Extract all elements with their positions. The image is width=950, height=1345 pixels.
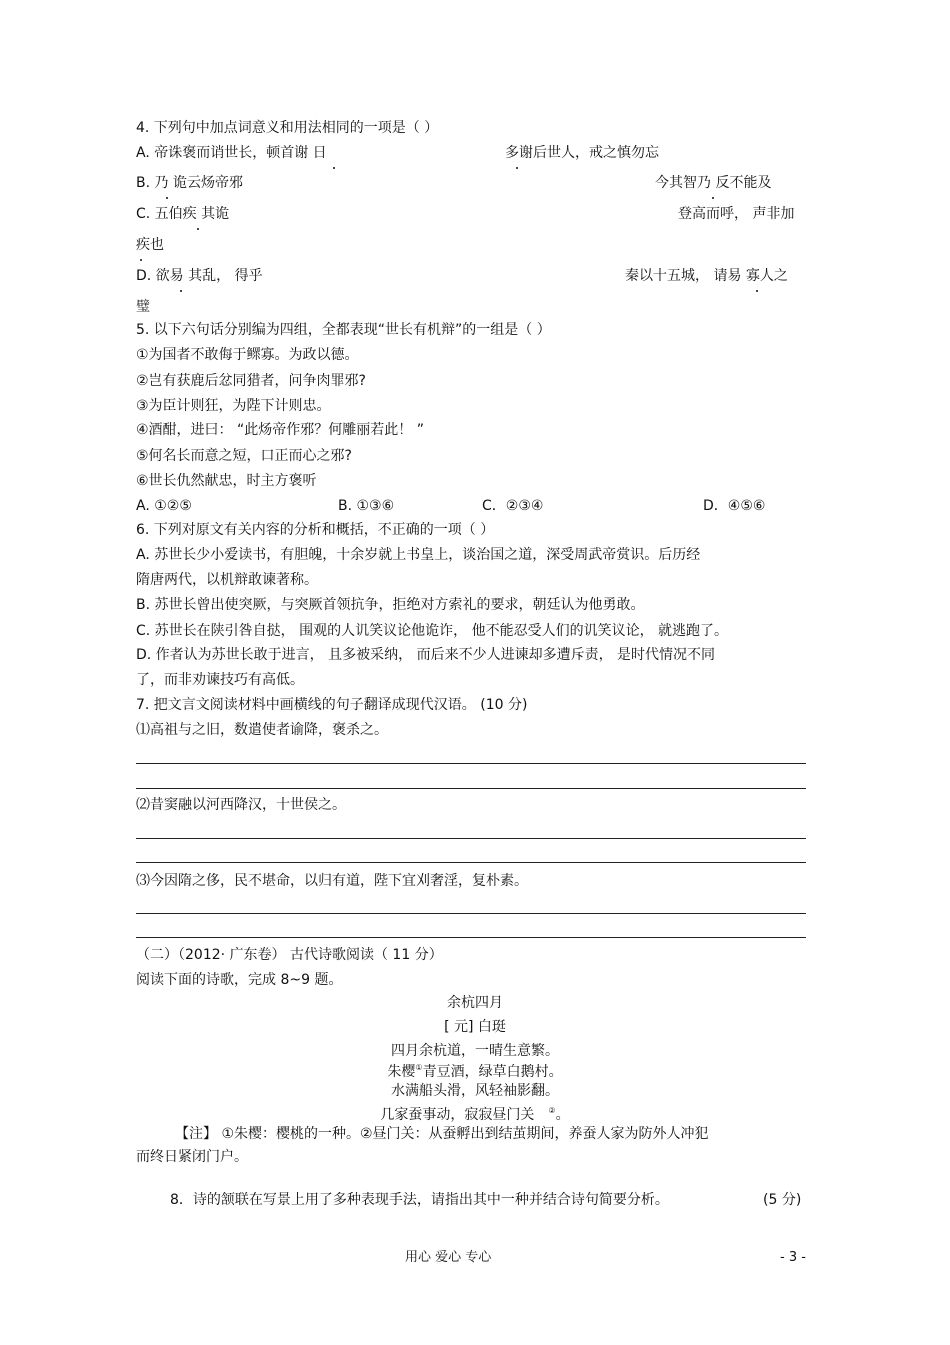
q4-option-d-left: D. 欲易 其乱， 得乎	[136, 268, 263, 284]
q5-option-a: A. ①②⑤	[136, 498, 192, 514]
q4-option-c-left: C. 五伯疾 其诡	[136, 206, 230, 222]
q6-option-a-line2: 隋唐两代，以机辩敢谏著称。	[136, 572, 318, 588]
q7-sentence-1: ⑴高祖与之旧，数遣使者谕降，褒杀之。	[136, 722, 388, 738]
q6-stem: 6. 下列对原文有关内容的分析和概括，不正确的一项（ ）	[136, 522, 495, 538]
q5-item: ⑥世长仇然献忠，时主方褒听	[136, 473, 317, 489]
q5-option-c: C．②③④	[482, 498, 544, 514]
answer-line[interactable]	[136, 788, 806, 789]
q5-option-d: D．④⑤⑥	[703, 498, 766, 514]
poem-line-3: 水满船头滑，风轻袖影翻。	[391, 1083, 559, 1099]
q4-option-b-right: 今其智乃 反不能及	[655, 175, 772, 191]
q7-sentence-2: ⑵昔窦融以河西降汉，十世侯之。	[136, 797, 346, 813]
q6-option-b: B. 苏世长曾出使突厥，与突厥首领抗争，拒绝对方索礼的要求，朝廷认为他勇敢。	[136, 597, 645, 613]
footnote-marker: ②	[548, 1106, 556, 1115]
poem-author: [ 元] 白珽	[444, 1019, 506, 1035]
q7-sentence-3: ⑶今因隋之侈，民不堪命，以归有道，陛下宜刈奢淫，复朴素。	[136, 873, 528, 889]
poem-line-4-end: 。	[555, 1107, 570, 1123]
answer-line[interactable]	[136, 913, 806, 914]
q4-option-c-right: 登高而呼， 声非加	[678, 206, 795, 222]
q4-option-d-continued: 璧	[136, 299, 150, 315]
q4-option-c-continued: 疾也	[136, 237, 164, 253]
q5-item: ①为国者不敢侮于鳏寡。为政以德。	[136, 347, 359, 363]
poem-line-2-start: 朱樱	[387, 1064, 416, 1080]
note-line-2: 而终日紧闭门户。	[136, 1149, 248, 1165]
answer-line[interactable]	[136, 763, 806, 764]
emphasis-dot	[140, 259, 142, 261]
poem-line-4-start: 几家蚕事动，寂寂昼门关	[380, 1107, 535, 1123]
emphasis-dot	[180, 290, 182, 292]
footnote-marker: ①	[415, 1063, 423, 1072]
emphasis-dot	[756, 290, 758, 292]
poem-line-4	[0, 1101, 950, 1125]
q6-option-a-line1: A. 苏世长少小爱读书，有胆魄，十余岁就上书皇上，谈治国之道，深受周武帝赏识。后历经	[136, 547, 701, 563]
answer-line[interactable]	[136, 937, 806, 938]
q5-item: ③为臣计则狂，为陛下计则忠。	[136, 398, 331, 414]
q5-stem: 5. 以下六句话分别编为四组，全都表现“世长有机辩”的一组是（ ）	[136, 322, 551, 338]
q4-stem: 4. 下列句中加点词意义和用法相同的一项是（ ）	[136, 120, 439, 136]
q4-option-a-right: 多谢后世人，戒之慎勿忘	[505, 145, 659, 161]
poem-line-2-end: 青豆酒，绿草白鹅村。	[422, 1064, 563, 1080]
q6-option-c: C. 苏世长在陕引咎自挞， 围观的人讥笑议论他诡诈， 他不能忍受人们的讥笑议论， 就逃跑了。	[136, 623, 729, 639]
q6-option-d-line1: D. 作者认为苏世长敢于进言， 且多被采纳， 而后来不少人进谏却多遭斥责， 是时代情况不同	[136, 647, 716, 663]
emphasis-dot	[712, 197, 714, 199]
emphasis-dot	[516, 167, 518, 169]
q5-item: ②岂有获鹿后忿同猎者，问争肉罪邪?	[136, 373, 366, 389]
emphasis-dot	[166, 197, 168, 199]
q6-option-d-line2: 了，而非劝谏技巧有高低。	[136, 672, 304, 688]
answer-line[interactable]	[136, 838, 806, 839]
section-heading: （二）（2012· 广东卷） 古代诗歌阅读（ 11 分）	[136, 947, 443, 963]
q4-option-d-right: 秦以十五城， 请易 寡人之	[625, 268, 788, 284]
poem-line-1: 四月余杭道，一晴生意繁。	[391, 1043, 559, 1059]
footer-motto: 用心 爱心 专心	[405, 1250, 492, 1265]
note-line-1: 【注】 ①朱樱：樱桃的一种。②昼门关：从蚕孵出到结茧期间，养蚕人家为防外人冲犯	[175, 1126, 709, 1142]
page-number: - 3 -	[780, 1250, 806, 1265]
q8-score: (5 分)	[763, 1192, 802, 1208]
q5-item: ④酒酣，进曰： “此炀帝作邪？何雕丽若此！ ”	[136, 422, 424, 438]
answer-line[interactable]	[136, 862, 806, 863]
section-instruction: 阅读下面的诗歌，完成 8~9 题。	[136, 972, 343, 988]
poem-title: 余杭四月	[447, 995, 503, 1011]
emphasis-dot	[197, 228, 199, 230]
q7-stem: 7. 把文言文阅读材料中画横线的句子翻译成现代汉语。 (10 分)	[136, 697, 528, 713]
q5-item: ⑤何名长而意之短，口正而心之邪?	[136, 448, 352, 464]
q4-option-b-left: B. 乃 诡云炀帝邪	[136, 175, 243, 191]
emphasis-dot	[333, 167, 335, 169]
poem-line-2	[0, 1058, 950, 1082]
q5-option-b: B. ①③⑥	[338, 498, 395, 514]
q8-stem: 8．诗的颔联在写景上用了多种表现手法，请指出其中一种并结合诗句简要分析。	[170, 1192, 669, 1208]
q4-option-a-left: A. 帝诛褒而诮世长，顿首谢 日	[136, 145, 327, 161]
